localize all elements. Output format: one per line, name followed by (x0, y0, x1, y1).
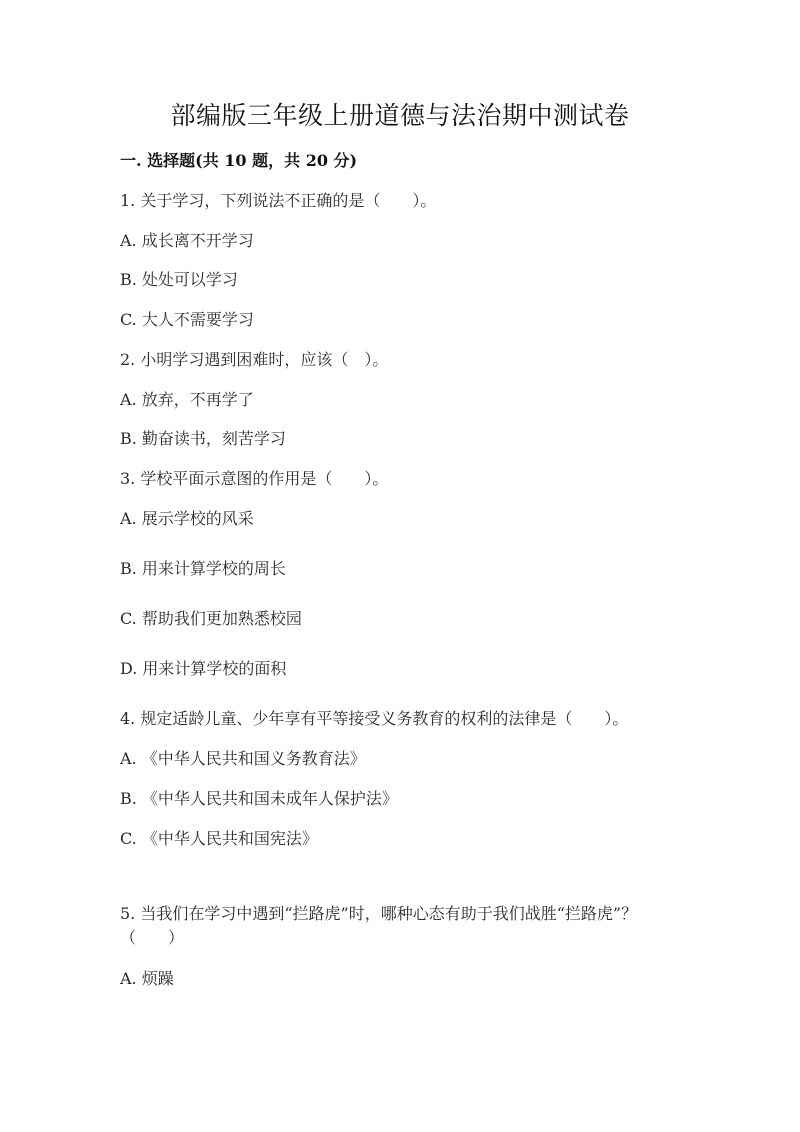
question-5-option-a: A. 烦躁 (120, 969, 174, 988)
question-1-option-c: C. 大人不需要学习 (120, 310, 254, 329)
question-2-option-a: A. 放弃，不再学了 (120, 390, 254, 409)
page-title: 部编版三年级上册道德与法治期中测试卷 (170, 101, 630, 130)
question-1-stem: 1. 关于学习，下列说法不正确的是（ ）。 (120, 191, 437, 210)
question-1-option-a: A. 成长离不开学习 (120, 231, 254, 250)
question-3-option-b: B. 用来计算学校的周长 (120, 559, 286, 578)
question-1-option-b: B. 处处可以学习 (120, 270, 238, 289)
question-2-stem: 2. 小明学习遇到困难时，应该（ ）。 (120, 350, 389, 369)
question-3-option-d: D. 用来计算学校的面积 (120, 659, 287, 678)
question-3-option-a: A. 展示学校的风采 (120, 509, 254, 528)
question-4-stem: 4. 规定适龄儿童、少年享有平等接受义务教育的权利的法律是（ ）。 (120, 709, 629, 728)
question-4-option-c: C. 《中华人民共和国宪法》 (120, 829, 318, 848)
question-3-stem: 3. 学校平面示意图的作用是（ ）。 (120, 469, 389, 488)
question-4-option-a: A. 《中华人民共和国义务教育法》 (120, 749, 366, 768)
question-4-option-b: B. 《中华人民共和国未成年人保护法》 (120, 789, 398, 808)
section-heading: 一. 选择题(共 10 题，共 20 分) (120, 151, 358, 170)
question-3-option-c: C. 帮助我们更加熟悉校园 (120, 609, 302, 628)
question-5-stem: 5. 当我们在学习中遇到“拦路虎”时，哪种心态有助于我们战胜“拦路虎”？（ ） (120, 904, 638, 947)
question-2-option-b: B. 勤奋读书，刻苦学习 (120, 429, 286, 448)
